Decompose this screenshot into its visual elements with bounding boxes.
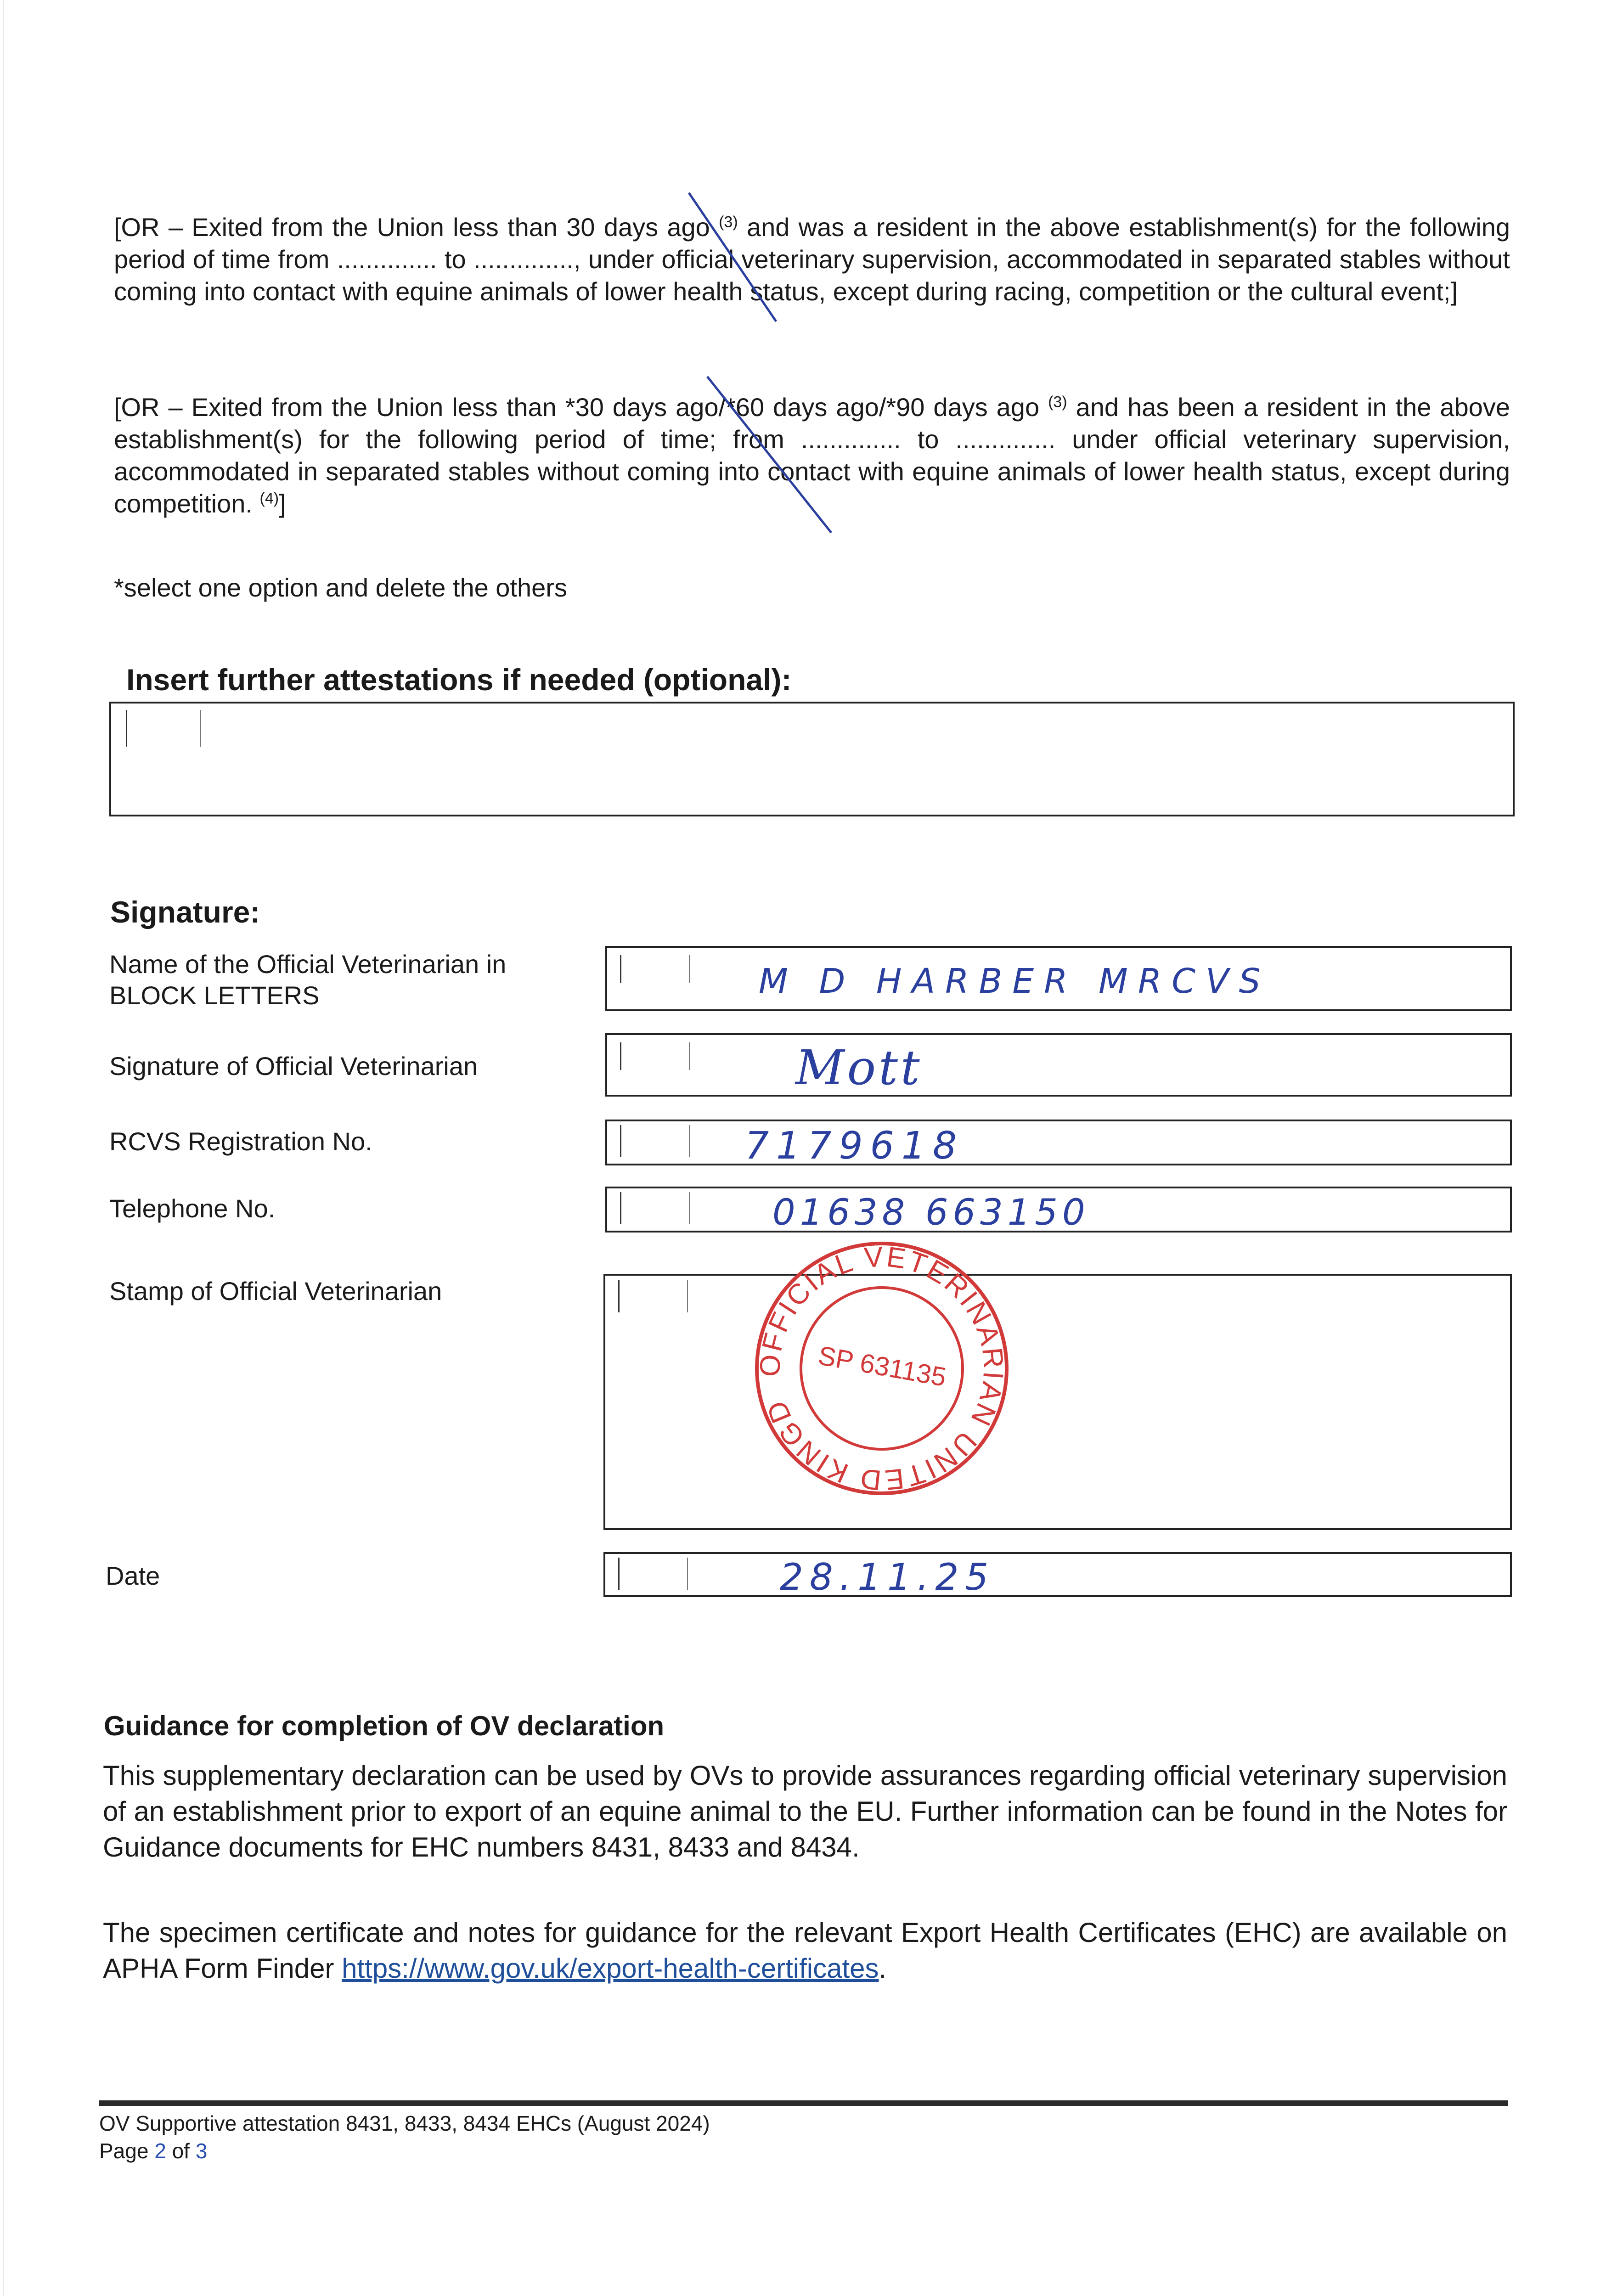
date-field[interactable] bbox=[603, 1552, 1512, 1597]
further-attestations-heading: Insert further attestations if needed (optional): bbox=[126, 663, 792, 697]
deletion-strokes bbox=[661, 184, 854, 542]
vet-name-field[interactable] bbox=[605, 946, 1512, 1011]
further-attestations-field[interactable] bbox=[109, 702, 1515, 816]
signature-heading: Signature: bbox=[110, 895, 260, 929]
vet-name-label: Name of the Official Veterinarian in BLOCK LETTERS bbox=[109, 950, 507, 1010]
rcvs-label: RCVS Registration No. bbox=[109, 1127, 372, 1156]
footer-document-title: OV Supportive attestation 8431, 8433, 8434 EHCs (August 2024) bbox=[99, 2111, 710, 2135]
telephone-field[interactable] bbox=[605, 1187, 1512, 1232]
rcvs-value: 7179618 bbox=[745, 1124, 964, 1168]
page-edge bbox=[3, 0, 4, 2296]
guidance-body: This supplementary declaration can be used by OVs to provide assurances regarding official veterinary supervision of an establishment prior to export of an equine animal to the EU. Further information can be found in the Notes for Guidance documents for EHC numbers 8431, 8433 and 8434. bbox=[103, 1760, 1507, 1863]
footnote-ref: (3) bbox=[719, 213, 738, 231]
official-stamp bbox=[749, 1235, 1015, 1502]
paragraph-2-text-c: ] bbox=[279, 489, 286, 518]
paragraph-2-text-b: and has been a resident in the above establishment(s) for the following period of time; from .............. to .............. under official veterinary supervision, accommodated in separated stables without coming into contact with equine animals of lower health status, except during competition. bbox=[114, 393, 1510, 518]
date-label: Date bbox=[106, 1561, 160, 1590]
date-value: 28.11.25 bbox=[780, 1556, 995, 1598]
vet-name-value: M D HARBER MRCVS bbox=[759, 962, 1271, 1001]
deletion-stroke-2 bbox=[707, 377, 831, 533]
paragraph-1-text-b: and was a resident in the above establishment(s) for the following period of time from .............. to .............., under official veterinary supervision, accommodated in separated stables without coming into contact with equine animals of lower health status, except during racing, competition or the cultural event;] bbox=[114, 213, 1510, 306]
footer-text bbox=[99, 2110, 710, 2165]
footnote-ref: (4) bbox=[259, 490, 279, 507]
vet-signature-label: Signature of Official Veterinarian bbox=[109, 1052, 478, 1080]
footnote-ref: (3) bbox=[1048, 393, 1067, 411]
export-health-certificates-link[interactable]: https://www.gov.uk/export-health-certificates bbox=[342, 1953, 879, 1984]
deletion-stroke-1 bbox=[689, 193, 776, 321]
paragraph-2-text-a: [OR – Exited from the Union less than *30 days ago/*60 days ago/*90 days ago bbox=[114, 393, 1048, 422]
footer-page-number: Page 2 of 3 bbox=[99, 2139, 208, 2163]
select-option-note: *select one option and delete the others bbox=[114, 573, 567, 602]
guidance-heading: Guidance for completion of OV declaration bbox=[104, 1711, 665, 1741]
stamp-center-text: SP 631135 bbox=[816, 1340, 949, 1393]
specimen-note: The specimen certificate and notes for guidance for the relevant Export Health Certificates (EHC) are available on APHA Form Finder https://www.gov.uk/export-health-certificates. bbox=[103, 1917, 1507, 1984]
vet-signature-value: Mott bbox=[795, 1040, 923, 1096]
vet-signature-field[interactable] bbox=[605, 1033, 1512, 1097]
stamp-ring-text: OFFICIAL VETERINARIAN UNITED KINGDOM bbox=[754, 1241, 1010, 1497]
rcvs-field[interactable] bbox=[605, 1120, 1512, 1168]
paragraph-1-text-a: [OR – Exited from the Union less than 30 days ago bbox=[114, 213, 719, 242]
telephone-value: 01638 663150 bbox=[772, 1192, 1090, 1233]
footer-rule bbox=[99, 2100, 1508, 2106]
telephone-label: Telephone No. bbox=[109, 1194, 276, 1223]
stamp-field[interactable] bbox=[603, 1274, 1512, 1530]
stamp-label: Stamp of Official Veterinarian bbox=[109, 1277, 442, 1306]
